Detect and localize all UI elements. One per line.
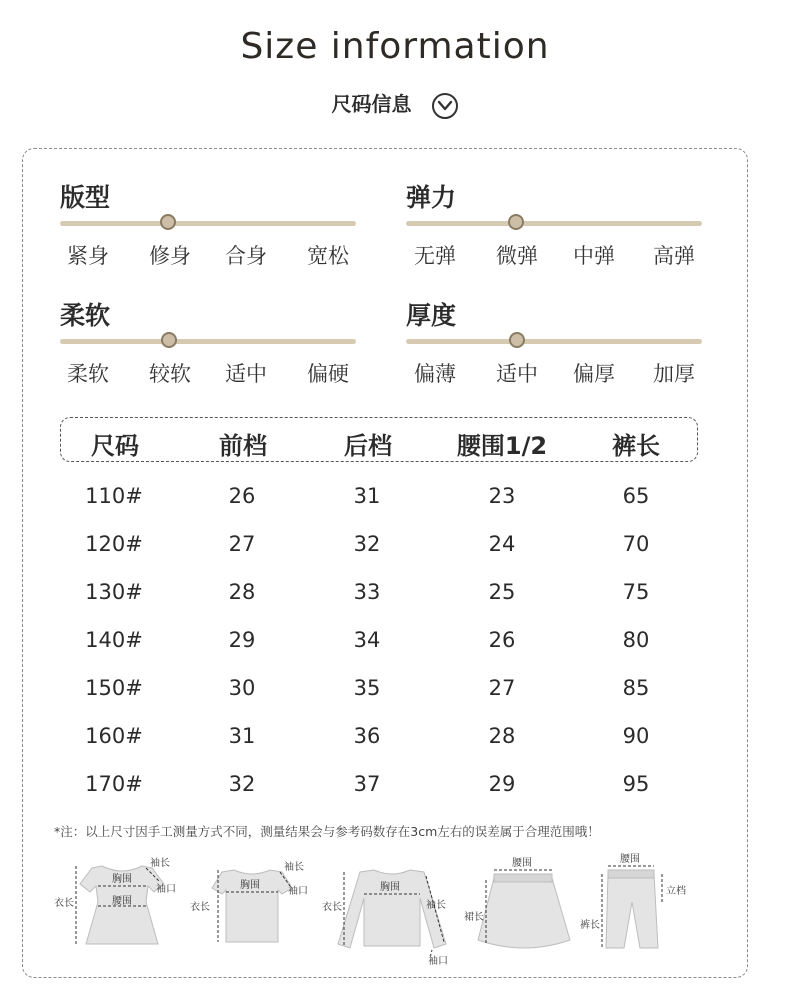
attr-name: 厚度	[406, 301, 457, 330]
table-row	[0, 724, 790, 754]
attr-level: 适中	[225, 362, 267, 386]
attr-slider-track	[60, 221, 356, 226]
length-label: 裤长	[580, 920, 600, 931]
attr-slider-knob	[509, 332, 525, 348]
size-table-header	[60, 417, 698, 462]
attr-level: 柔软	[67, 362, 109, 386]
attr-slider-knob	[508, 214, 524, 230]
attr-fit	[60, 178, 360, 268]
attr-elasticity	[406, 178, 706, 268]
attr-levels	[406, 240, 706, 270]
sleeve-length-label: 袖长	[426, 900, 446, 911]
attr-slider-knob	[161, 332, 177, 348]
cell-half-waist: 28	[488, 724, 516, 748]
attr-level: 中弹	[573, 244, 615, 268]
attr-slider-track	[406, 339, 702, 344]
cell-size: 150#	[85, 676, 143, 700]
attr-level: 偏薄	[414, 362, 456, 386]
attr-level: 无弹	[414, 244, 456, 268]
length-label: 衣长	[54, 898, 74, 909]
attr-name: 弹力	[406, 183, 457, 212]
waist-label: 腰围	[112, 896, 132, 907]
cell-front-rise: 29	[228, 628, 256, 652]
cell-back-rise: 34	[353, 628, 381, 652]
length-label: 衣长	[190, 902, 210, 913]
attr-level: 较软	[149, 362, 191, 386]
cell-front-rise: 32	[228, 772, 256, 796]
cell-front-rise: 30	[228, 676, 256, 700]
attr-name: 版型	[60, 183, 111, 212]
cell-front-rise: 26	[228, 484, 256, 508]
cell-half-waist: 24	[488, 532, 516, 556]
cell-back-rise: 37	[353, 772, 381, 796]
column-header: 前档	[219, 432, 267, 460]
length-label: 衣长	[322, 902, 342, 913]
cell-front-rise: 27	[228, 532, 256, 556]
pants-diagram	[578, 852, 698, 961]
cell-size: 170#	[85, 772, 143, 796]
sleeve-length-label: 袖长	[284, 862, 304, 873]
skirt-diagram	[462, 856, 582, 960]
waist-label: 腰围	[620, 854, 640, 865]
cell-half-waist: 23	[488, 484, 516, 508]
table-row	[0, 772, 790, 802]
attr-levels	[60, 358, 360, 388]
attr-slider-track	[406, 221, 702, 226]
waist-label: 腰围	[512, 858, 532, 869]
attr-name: 柔软	[60, 301, 111, 330]
cell-pants-length: 85	[622, 676, 650, 700]
length-label: 裙长	[464, 912, 484, 923]
cell-front-rise: 28	[228, 580, 256, 604]
attr-levels	[406, 358, 706, 388]
column-header: 后档	[344, 432, 392, 460]
rise-label: 立档	[666, 886, 686, 897]
attr-level: 加厚	[653, 362, 695, 386]
chest-label: 胸围	[240, 880, 260, 891]
cuff-label: 袖口	[288, 886, 308, 897]
cell-size: 140#	[85, 628, 143, 652]
attr-level: 适中	[496, 362, 538, 386]
cell-pants-length: 70	[622, 532, 650, 556]
subtitle-label: 尺码信息	[331, 92, 412, 116]
cell-pants-length: 65	[622, 484, 650, 508]
cell-pants-length: 75	[622, 580, 650, 604]
attr-level: 微弹	[496, 244, 538, 268]
table-row	[0, 484, 790, 514]
cell-half-waist: 29	[488, 772, 516, 796]
chest-label: 胸围	[380, 882, 400, 893]
attr-level: 宽松	[307, 244, 349, 268]
cell-back-rise: 33	[353, 580, 381, 604]
attr-level: 紧身	[67, 244, 109, 268]
table-row	[0, 580, 790, 610]
cell-pants-length: 80	[622, 628, 650, 652]
dress-diagram	[52, 852, 192, 966]
page-title: Size information	[240, 26, 550, 67]
cell-half-waist: 25	[488, 580, 516, 604]
attr-softness	[60, 296, 360, 386]
cell-size: 110#	[85, 484, 143, 508]
sleeve-length-label: 袖长	[150, 858, 170, 869]
attr-levels	[60, 240, 360, 270]
cell-half-waist: 27	[488, 676, 516, 700]
cell-pants-length: 90	[622, 724, 650, 748]
cell-size: 160#	[85, 724, 143, 748]
cell-back-rise: 36	[353, 724, 381, 748]
attr-slider-track	[60, 339, 356, 344]
chest-label: 胸围	[112, 874, 132, 885]
section-subtitle	[0, 88, 790, 119]
attr-level: 高弹	[653, 244, 695, 268]
cell-half-waist: 26	[488, 628, 516, 652]
attr-thickness	[406, 296, 706, 386]
tshirt-diagram	[188, 858, 318, 962]
cuff-label: 袖口	[428, 956, 448, 967]
cell-back-rise: 35	[353, 676, 381, 700]
cell-back-rise: 31	[353, 484, 381, 508]
measurement-note: *注：以上尺寸因手工测量方式不同，测量结果会与参考码数存在3cm左右的误差属于合理范围哦！	[54, 824, 600, 839]
cell-front-rise: 31	[228, 724, 256, 748]
cell-size: 120#	[85, 532, 143, 556]
cell-size: 130#	[85, 580, 143, 604]
attr-level: 合身	[225, 244, 267, 268]
cell-pants-length: 95	[622, 772, 650, 796]
column-header: 腰围1/2	[456, 432, 548, 460]
table-row	[0, 532, 790, 562]
column-header: 尺码	[91, 432, 139, 460]
attr-level: 偏厚	[573, 362, 615, 386]
column-header: 裤长	[612, 432, 660, 460]
attr-level: 修身	[149, 244, 191, 268]
attr-level: 偏硬	[307, 362, 349, 386]
cuff-label: 袖口	[156, 884, 176, 895]
table-row	[0, 676, 790, 706]
attr-slider-knob	[160, 214, 176, 230]
chevron-down-icon	[432, 93, 458, 119]
table-row	[0, 628, 790, 658]
longsleeve-diagram	[320, 858, 470, 972]
cell-back-rise: 32	[353, 532, 381, 556]
